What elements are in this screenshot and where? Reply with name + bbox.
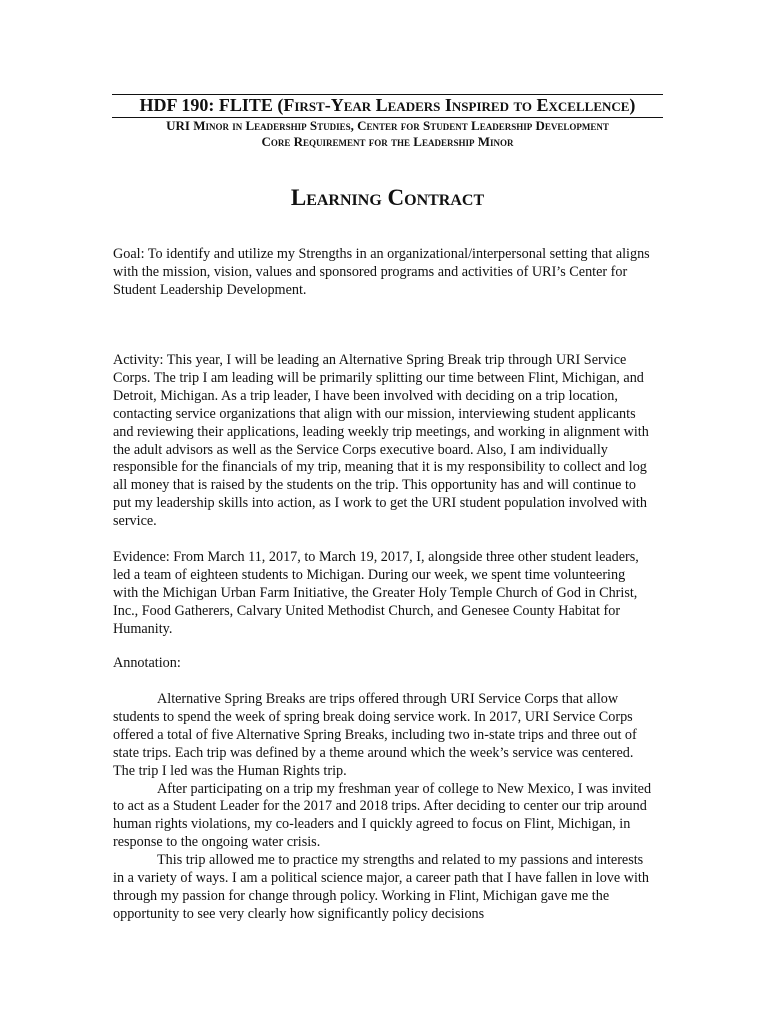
annotation-label: Annotation:: [113, 655, 181, 671]
annotation-paragraph: After participating on a trip my freshman year of college to New Mexico, I was invited to act as a Student Leader for the 2017 and 2018 trips. After deciding to center our trip around human rights violations, my co-leaders and I quickly agreed to focus on Flint, Michigan, in response to the ongoing water crisis.: [113, 780, 652, 851]
annotation-paragraph: This trip allowed me to practice my strengths and related to my passions and interests in a variety of ways. I am a political science major, a career path that I have fallen in love with through my passion for change through policy. Working in Flint, Michigan gave me the opportunity to see very clearly how significantly policy decisions: [113, 852, 649, 922]
annotation-body: [113, 691, 653, 924]
annotation-paragraph: Alternative Spring Breaks are trips offered through URI Service Corps that allow students to spend the week of spring break doing service work. In 2017, URI Service Corps offered a total of five Alternative Spring Breaks, including two in-state trips and three out of state trips. Each trip was defined by a theme around which the week’s service was centered. The trip I led was the Human Rights trip.: [113, 691, 637, 779]
document-title: Learning Contract: [290, 185, 485, 210]
requirement-subtitle: Core Requirement for the Leadership Minor: [261, 134, 514, 149]
goal-paragraph: Goal: To identify and utilize my Strengths in an organizational/interpersonal setting that aligns with the mission, vision, values and sponsored programs and activities of URI’s Center for Student Leadership Development.: [113, 246, 650, 298]
evidence-paragraph: Evidence: From March 11, 2017, to March 19, 2017, I, alongside three other student leaders, led a team of eighteen students to Michigan. During our week, we spent time volunteering with the Michigan Urban Farm Initiative, the Greater Holy Temple Church of God in Christ, Inc., Food Gatherers, Calvary United Methodist Church, and Genesee County Habitat for Humanity.: [113, 549, 639, 637]
course-title: HDF 190: FLITE (First-Year Leaders Inspired to Excellence): [139, 95, 636, 115]
program-subtitle: URI Minor in Leadership Studies, Center for Student Leadership Development: [166, 118, 609, 133]
activity-paragraph: Activity: This year, I will be leading an Alternative Spring Break trip through URI Service Corps. The trip I am leading will be primarily splitting our time between Flint, Michigan, and Detroit, Michigan. As a trip leader, I have been involved with deciding on a trip location, contacting service organizations that align with our mission, interviewing student applicants and reviewing their applications, leading weekly trip meetings, and working in alignment with the adult advisors as well as the Service Corps executive board. Also, I am individually responsible for the financials of my trip, meaning that it is my responsibility to collect and log all money that is raised by the students on the trip. This opportunity has and will continue to put my leadership skills into action, as I work to get the URI student population involved with service.: [113, 352, 649, 530]
